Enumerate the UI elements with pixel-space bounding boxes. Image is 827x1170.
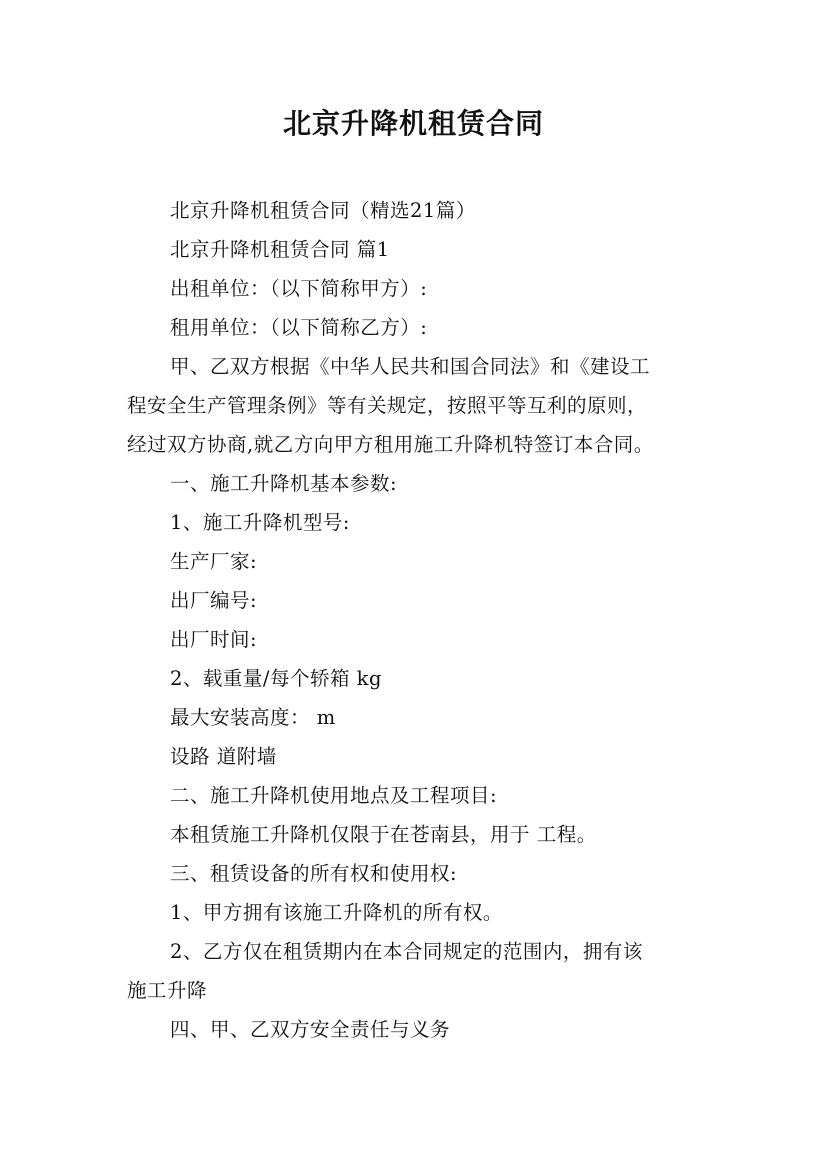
body-paragraph-line: 甲、乙双方根据《中华人民共和国合同法》和《建设工 [170, 355, 651, 378]
body-paragraph-line: 程安全生产管理条例》等有关规定，按照平等互利的原则， [127, 394, 648, 417]
body-paragraph-line: 经过双方协商,就乙方向甲方租用施工升降机特签订本合同。 [127, 433, 654, 456]
section-heading: 四、甲、乙双方安全责任与义务 [170, 1018, 451, 1041]
clause-line: 施工升降 [127, 979, 208, 1002]
clause-line: 2、载重量/每个轿箱 kg [170, 667, 382, 690]
clause-line: 2、乙方仅在租赁期内在本合同规定的范围内，拥有该 [170, 940, 643, 963]
section-heading: 一、施工升降机基本参数: [170, 472, 398, 495]
subtitle-line: 北京升降机租赁合同（精选21篇） [170, 199, 476, 222]
clause-line: 1、施工升降机型号: [170, 511, 350, 534]
field-line: 设路 道附墙 [170, 745, 277, 768]
clause-line: 1、甲方拥有该施工升降机的所有权。 [170, 901, 503, 924]
section-heading: 二、施工升降机使用地点及工程项目: [170, 784, 498, 807]
field-line: 最大安装高度： m [170, 706, 336, 729]
field-line: 生产厂家: [170, 550, 258, 573]
field-line: 出厂编号: [170, 589, 258, 612]
clause-line: 本租赁施工升降机仅限于在苍南县，用于 工程。 [170, 823, 597, 846]
lessee-line: 租用单位：（以下简称乙方）: [170, 316, 428, 339]
field-line: 出厂时间: [170, 628, 258, 651]
lessor-line: 出租单位：（以下简称甲方）: [170, 277, 428, 300]
section-heading: 三、租赁设备的所有权和使用权: [170, 862, 458, 885]
document-title: 北京升降机租赁合同 [282, 107, 544, 140]
chapter-heading: 北京升降机租赁合同 篇1 [170, 238, 390, 261]
